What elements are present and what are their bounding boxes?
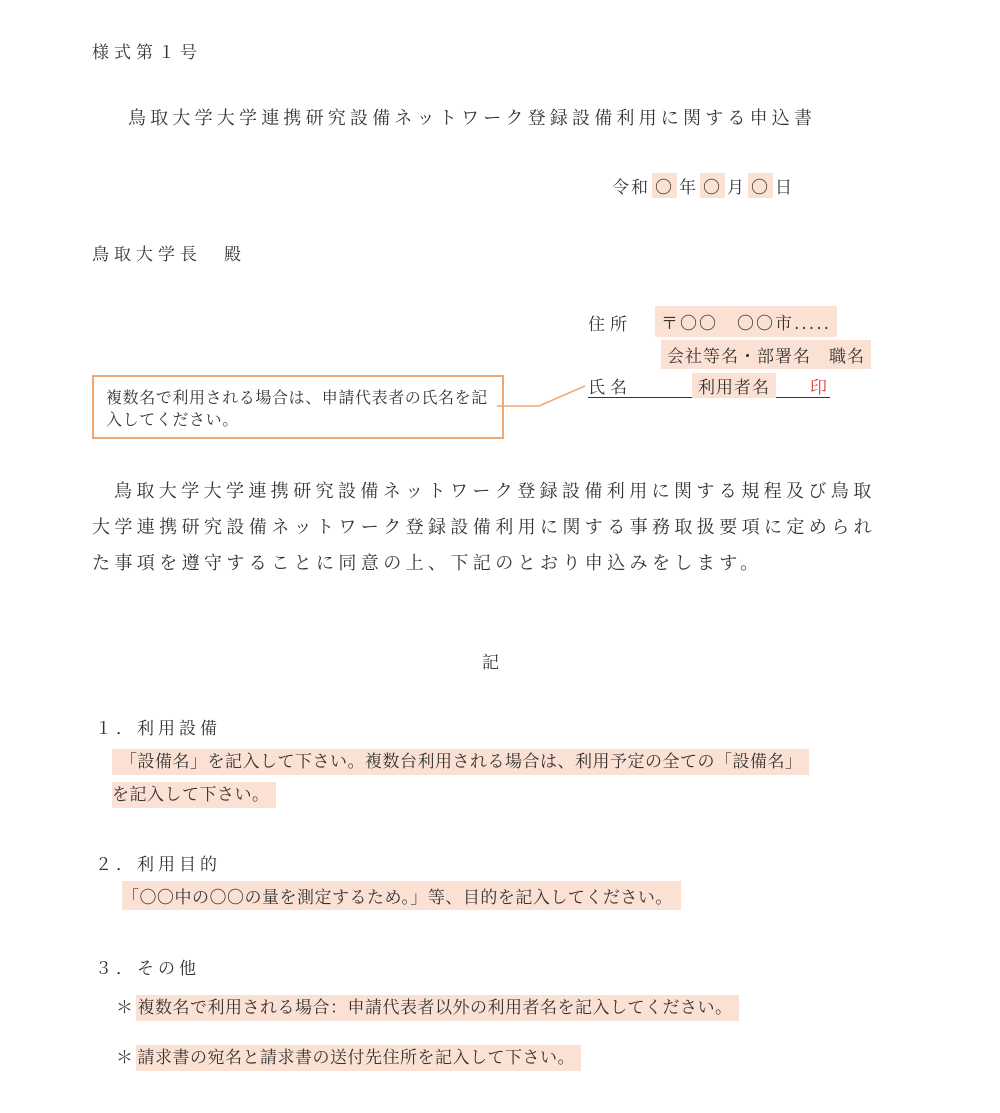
- section-1-instruction: [112, 746, 902, 812]
- section-3-note-text: 複数名で利用される場合：申請代表者以外の利用者名を記入してください。: [136, 995, 739, 1021]
- address-label: 住所: [588, 315, 632, 335]
- section-2-heading: ２．利用目的: [95, 855, 221, 875]
- date-month-field: 〇: [700, 173, 725, 198]
- name-field: 利用者名: [692, 373, 776, 398]
- date-month-unit: 月: [727, 178, 746, 198]
- asterisk-bullet: ＊: [116, 998, 134, 1018]
- date-day-unit: 日: [775, 178, 794, 198]
- section-1-heading: １．利用設備: [95, 719, 221, 739]
- name-row: [588, 373, 830, 398]
- date-year-field: 〇: [652, 173, 677, 198]
- section-3-note-text: 請求書の宛名と請求書の送付先住所を記入して下さい。: [136, 1045, 582, 1071]
- ki-heading: 記: [482, 653, 504, 673]
- section-3-note: [116, 993, 739, 1018]
- section-3-note: [116, 1043, 581, 1068]
- callout-connector-line: [497, 385, 587, 407]
- section-2-instruction: 「〇〇中の〇〇の量を測定するため。」等、目的を記入してください。: [122, 881, 681, 910]
- section-1-line-1: 「設備名」を記入して下さい。複数台利用される場合は、利用予定の全ての「設備名」: [112, 749, 809, 775]
- addressee: 鳥取大学長 殿: [92, 245, 246, 265]
- date-line: [612, 173, 794, 198]
- company-department-field: 会社等名・部署名 職名: [661, 340, 871, 369]
- name-label: 氏名: [588, 378, 632, 398]
- date-day-field: 〇: [748, 173, 773, 198]
- section-3-heading: ３．その他: [95, 959, 200, 979]
- seal-mark: 印: [810, 378, 827, 398]
- date-year-unit: 年: [679, 178, 698, 198]
- form-number: 様式第１号: [92, 43, 202, 63]
- callout-note: 複数名で利用される場合は、申請代表者の氏名を記入してください。: [92, 375, 504, 439]
- asterisk-bullet: ＊: [116, 1048, 134, 1068]
- body-paragraph: 鳥取大学大学連携研究設備ネットワーク登録設備利用に関する規程及び鳥取大学連携研究設備ネットワーク登録設備利用に関する事務取扱要項に定められた事項を遵守することに同意の上、下記のとおり申込みをします。: [92, 481, 876, 574]
- document-title: 鳥取大学大学連携研究設備ネットワーク登録設備利用に関する申込書: [128, 108, 817, 129]
- date-era: 令和: [612, 178, 650, 198]
- address-field: 〒〇〇 〇〇市.....: [655, 306, 837, 337]
- section-1-line-2: を記入して下さい。: [112, 782, 276, 808]
